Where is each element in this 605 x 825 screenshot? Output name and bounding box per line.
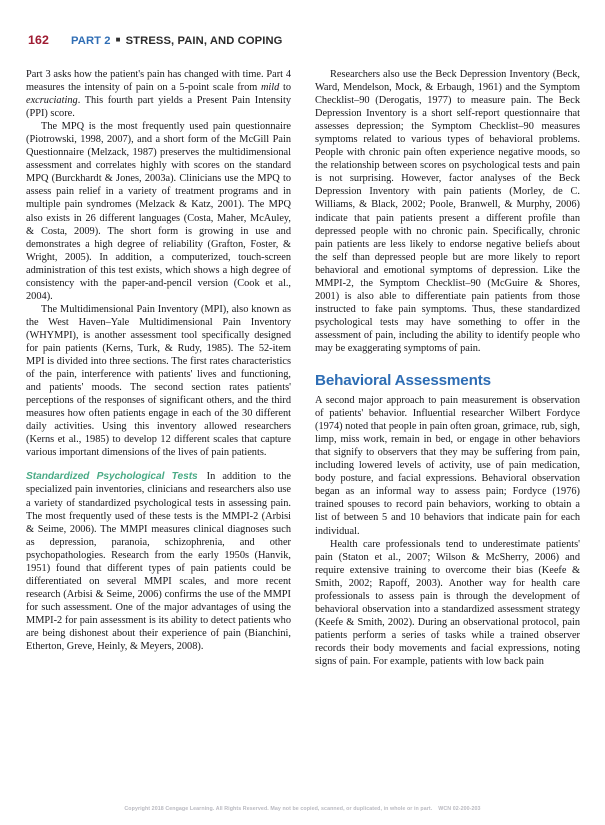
section-heading-behavioral-assessments: Behavioral Assessments [315, 372, 491, 390]
part-label: PART 2 [71, 35, 111, 47]
paragraph-with-runin-head [26, 470, 291, 653]
running-head-title: STRESS, PAIN, AND COPING [125, 35, 283, 47]
paragraph-text-part-a: Part 3 asks how the patient's pain has changed with time. Part 4 measures the intensity of pain on a 5-point scale from [26, 69, 291, 94]
italic-term-excruciating: excruciating [26, 95, 78, 107]
paragraph [26, 68, 291, 120]
paragraph-text-part-c: . This fourth part yields a Present Pain Intensity (PPI) score. [26, 95, 291, 120]
paragraph-text-part-b: to [279, 82, 291, 94]
body-columns [26, 68, 580, 786]
bullet-separator-icon: ■ [115, 35, 121, 44]
spacer [26, 459, 291, 470]
italic-term-mild: mild [260, 82, 280, 94]
runin-paragraph-text: In addition to the specialized pain inventories, clinicians and researchers also use a variety of standardized psychological tests in assessing pain. The most frequently used of these tests is the MMPI-2 (Arbisi & Seime, 2006). The MMPI measures clinical diagnoses such as depression, paranoia, schizophrenia, and other psychopathologies. Research from the early 1950s (Hanvik, 1951) found that different types of pain patients could be differentiated on several MMPI scales, and more recent research (Arbisi & Seime, 2006) confirms the use of the MMPI for such assessment. One of the major advantages of using the MMPI-2 for pain assessment is its ability to detect patients who are being dishonest about their experience of pain (Bianchini, Etherton, Greve, Heinly, & Meyers, 2008). [26, 471, 291, 653]
wcn-code: WCN 02-200-203 [438, 806, 481, 812]
right-column [315, 68, 580, 786]
paragraph: A second major approach to pain measurement is observation of patients' behavior. Influential researcher Wilbert Fordyce (1974) noted that people in pain often groan, grimace, rub, sigh, limp, miss work, remain in bed, or engage in other behaviors that signify to observers that they may be suffering from pain, including lowered levels of activity, use of pain medication, body posture, and facial expressions. Behavioral observation began as an informal way to assess pain; Fordyce (1976) trained spouses to record pain behaviors, working to obtain a list of between 5 and 10 behaviors that indicate pain for each individual. [315, 395, 580, 537]
running-head [28, 33, 577, 47]
footer-copyright [0, 806, 605, 812]
paragraph: Researchers also use the Beck Depression Inventory (Beck, Ward, Mendelson, Mock, & Erbaugh, 1961) and the Symptom Checklist–90 (Derogatis, 1977) to measure pain. The Beck Depression Inventory is a short self-report questionnaire that assesses depression; the Symptom Checklist–90 measures symptoms related to various types of behavioral problems. People with chronic pain often experience negative moods, so the relationship between scores on psychological tests and pain is not surprising. However, factor analyses of the Beck Depression Inventory with pain patients (Morley, de C. Williams, & Black, 2002; Poole, Branwell, & Murphy, 2006) indicate that pain patients present a different profile than depressed people with no chronic pain. Specifically, chronic pain patients are less likely to endorse negative beliefs about the self than depressed people but are more likely to report behavioral and emotional symptoms of depression. Like the MMPI-2, the Symptom Checklist–90 (McGuire & Shores, 2001) is also able to differentiate pain patients from those instructed to fake pain symptoms. Thus, these standardized psychological tests may have something to offer in the assessment of pain, including the ability to identify people who may be exaggerating symptoms of pain. [315, 69, 580, 354]
left-column [26, 68, 291, 786]
page-number: 162 [28, 33, 50, 47]
paragraph: The MPQ is the most frequently used pain questionnaire (Piotrowski, 1998, 2007), and a short form of the McGill Pain Questionnaire (Melzack, 1987) preserves the multidimensional assessment and correlates highly with scores on the standard MPQ (Burckhardt & Jones, 2003a). Clinicians use the MPQ to assess pain relief in a variety of treatment programs and in multiple pain syndromes (Melzack & Katz, 2001). The MPQ also exists in 26 different languages (Costa, Maher, McAuley, & Costa, 2009). The short form is growing in use and demonstrates a high degree of reliability (Grafton, Foster, & Wright, 2005). In addition, a computerized, touch-screen administration of this test exists, which shows a high degree of consistency with the paper-and-pencil version (Cook et al., 2004). [26, 121, 291, 302]
paragraph: The Multidimensional Pain Inventory (MPI), also known as the West Haven–Yale Multidimensional Pain Inventory (WHYMPI), is another assessment tool specifically designed for pain patients (Kerns, Turk, & Rudy, 1985). The 52-item MPI is divided into three sections. The first rates characteristics of the pain, interference with patients' lives and functioning, and patients' moods. The second section rates patients' perceptions of the responses of significant others, and the third measures how often patients engage in each of the 30 different daily activities. Using this inventory allowed researchers (Kerns et al., 1985) to develop 12 different scales that capture various important dimensions of the lives of pain patients. [26, 303, 291, 459]
copyright-text: Copyright 2018 Cengage Learning. All Rights Reserved. May not be copied, scanned, or duplicated, in whole or in part. [124, 806, 433, 812]
runin-heading-standardized-psychological-tests: Standardized Psychological Tests [26, 471, 198, 483]
spacer [315, 355, 580, 372]
paragraph: Health care professionals tend to underestimate patients' pain (Staton et al., 2007; Wilson & McSherry, 2006) and require extensive training to overcome their bias (Keefe & Smith, 2002; Rapoff, 2003). Another way for health care professionals to assess pain is through the development of behavioral observation into a standardized assessment strategy (Keefe & Smith, 2002). During an observational protocol, pain patients perform a series of tasks while a trained observer records their body movements and facial expressions, noting signs of pain. For example, patients with low back pain [315, 538, 580, 667]
